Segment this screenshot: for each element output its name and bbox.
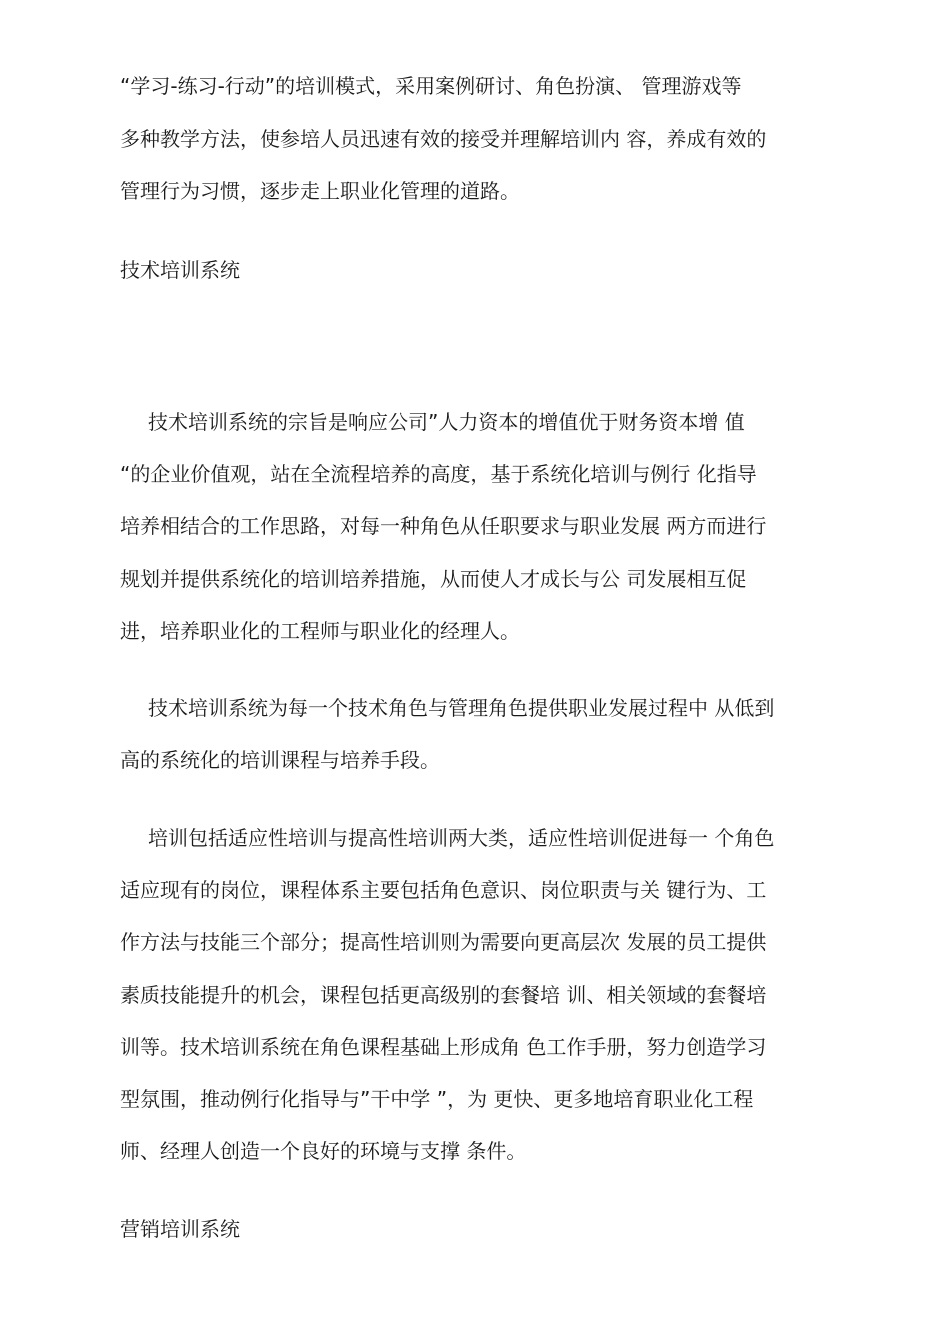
paragraph-line: 作方法与技能三个部分；提高性培训则为需要向更高层次 发展的员工提供 [120, 930, 767, 954]
paragraph-line: 管理行为习惯，逐步走上职业化管理的道路。 [120, 179, 520, 203]
paragraph-line: “的企业价值观，站在全流程培养的高度，基于系统化培训与例行 化指导 [120, 462, 757, 486]
paragraph-line: 技术培训系统为每一个技术角色与管理角色提供职业发展过程中 从低到 [148, 696, 775, 720]
paragraph-line: “学习-练习-行动”的培训模式，采用案例研讨、角色扮演、 管理游戏等 [120, 74, 742, 98]
section-heading: 技术培训系统 [120, 258, 240, 282]
paragraph-line: 型氛围，推动例行化指导与”干中学 ”，为 更快、更多地培育职业化工程 [120, 1087, 754, 1111]
paragraph-line: 师、经理人创造一个良好的环境与支撑 条件。 [120, 1139, 527, 1163]
paragraph-line: 培养相结合的工作思路，对每一种角色从任职要求与职业发展 两方而进行 [120, 514, 767, 538]
paragraph-line: 高的系统化的培训课程与培养手段。 [120, 748, 440, 772]
paragraph-line: 技术培训系统的宗旨是响应公司”人力资本的增值优于财务资本增 值 [148, 410, 745, 434]
paragraph-line: 素质技能提升的机会，课程包括更高级别的套餐培 训、相关领域的套餐培 [120, 983, 767, 1007]
paragraph-line: 进，培养职业化的工程师与职业化的经理人。 [120, 619, 520, 643]
paragraph-line: 训等。技术培训系统在角色课程基础上形成角 色工作手册，努力创造学习 [120, 1035, 767, 1059]
paragraph-line: 多种教学方法，使参培人员迅速有效的接受并理解培训内 容，养成有效的 [120, 127, 767, 151]
paragraph-line: 培训包括适应性培训与提高性培训两大类，适应性培训促进每一 个角色 [148, 826, 775, 850]
section-heading: 营销培训系统 [120, 1217, 240, 1241]
paragraph-line: 规划并提供系统化的培训培养措施，从而使人才成长与公 司发展相互促 [120, 567, 747, 591]
paragraph-line: 适应现有的岗位，课程体系主要包括角色意识、岗位职责与关 键行为、工 [120, 878, 767, 902]
